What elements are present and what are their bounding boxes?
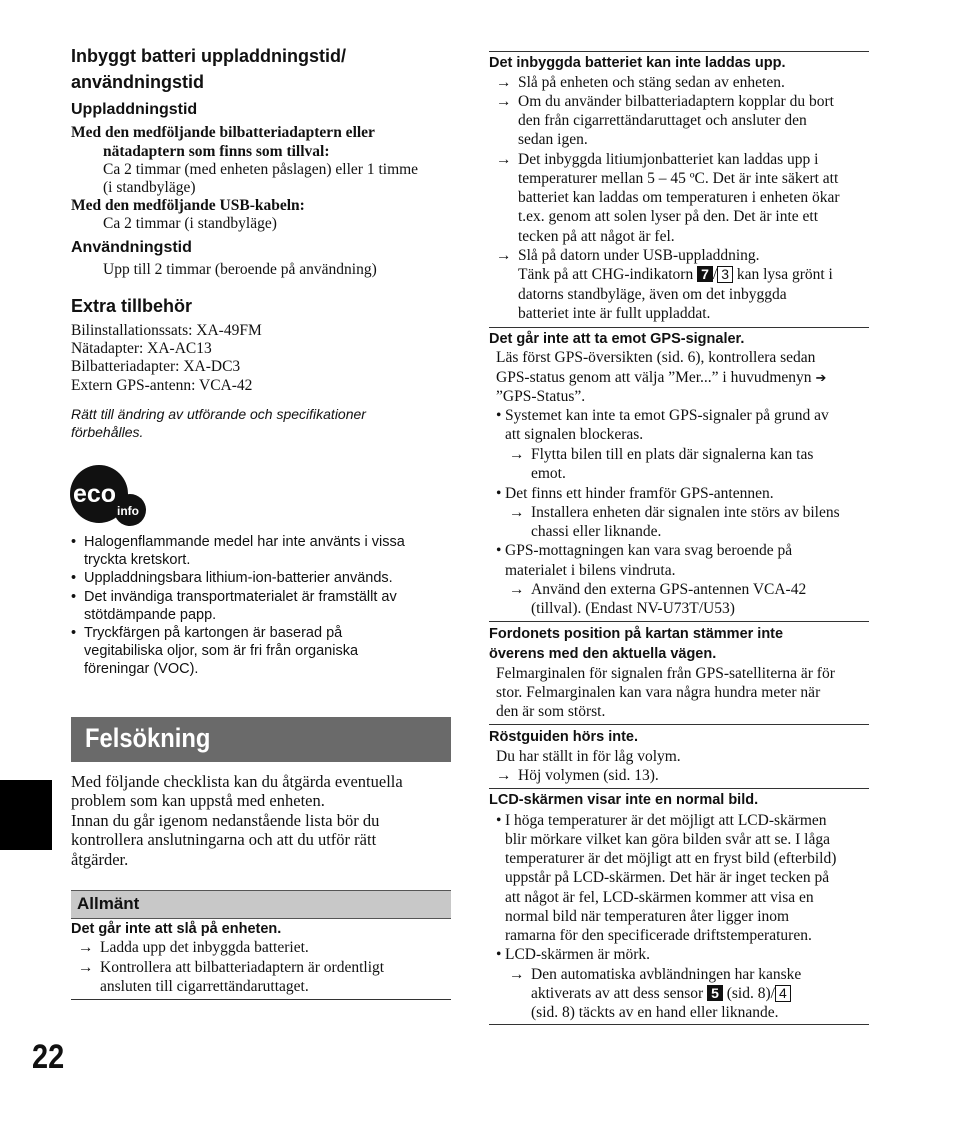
solution-text-cont: (tillval). (Endast NV-U73T/U53) — [531, 600, 735, 617]
accessory-item: Nätadapter: XA-AC13 — [71, 340, 212, 357]
list-item-cont: stötdämpande papp. — [84, 607, 217, 623]
solution-text: Det inbyggda litiumjonbatteriet kan laddas upp i — [518, 151, 819, 168]
solution-text-cont: sedan igen. — [518, 131, 588, 148]
cause-text: Det finns ett hinder framför GPS-antennen. — [505, 485, 774, 502]
bullet-icon: • — [71, 589, 77, 605]
accessory-item: Bilinstallationssats: XA-49FM — [71, 322, 262, 339]
bullet-icon: • — [496, 812, 502, 829]
arrow-icon: → — [496, 767, 512, 784]
battery-title-line2: användningstid — [71, 72, 205, 92]
bullet-icon: • — [496, 946, 502, 963]
sensor-number-5: 5 — [707, 985, 723, 1001]
page-number: 22 — [32, 1038, 65, 1076]
cause-text-cont: uppstår på LCD-skärmen. Det här är inget tecken på — [505, 869, 830, 886]
solution-text-cont: (sid. 8) täckts av en hand eller liknande. — [531, 1004, 779, 1021]
solution-text-cont: datorns standbyläge, även om det inbyggda — [518, 286, 787, 303]
problem-text: Läs först GPS-översikten (sid. 6), kontrollera sedan — [496, 349, 816, 366]
solution-text-cont: tecken på att något är fel. — [518, 228, 675, 245]
charge-adapter-text-cont: (i standbyläge) — [103, 179, 196, 196]
solution-text: Flytta bilen till en plats där signalerna kan tas — [531, 446, 814, 463]
cause-text-cont: att något är fel, LCD-skärmen kommer att visa en — [505, 889, 814, 906]
divider — [71, 999, 451, 1000]
chg-indicator-number-7: 7 — [697, 266, 713, 282]
solution-text-cont: chassi eller liknande. — [531, 523, 662, 540]
solution-text: Slå på datorn under USB-uppladdning. — [518, 247, 760, 264]
cause-text-cont: materialet i bilens vindruta. — [505, 562, 676, 579]
section-title: Felsökning — [85, 723, 211, 753]
solution-text-cont: emot. — [531, 465, 566, 482]
subsection-title: Allmänt — [77, 894, 140, 913]
eco-info-logo-icon — [70, 464, 148, 526]
rights-note-cont: förbehålles. — [71, 424, 144, 440]
accessory-item: Bilbatteriadapter: XA-DC3 — [71, 358, 241, 375]
divider — [489, 621, 869, 622]
solution-text-part: Tänk på att CHG-indikatorn — [518, 266, 694, 283]
cause-text: Systemet kan inte ta emot GPS-signaler på grund av — [505, 407, 829, 424]
intro-text: åtgärder. — [71, 850, 129, 869]
intro-text: kontrollera anslutningarna och att du utför rätt — [71, 830, 377, 849]
arrow-icon: → — [496, 247, 512, 264]
divider — [489, 327, 869, 328]
problem-title: Fordonets position på kartan stämmer inte — [489, 626, 784, 642]
intro-text: Med följande checklista kan du åtgärda eventuella — [71, 772, 403, 791]
divider — [489, 724, 869, 725]
problem-title: Det går inte att ta emot GPS-signaler. — [489, 331, 745, 347]
solution-text: Slå på enheten och stäng sedan av enheten. — [518, 74, 785, 91]
solution-text-part: kan lysa grönt i — [736, 266, 833, 283]
solution-text-cont: den från cigarrettändaruttaget och ansluter den — [518, 112, 807, 129]
problem-text: Du har ställt in för låg volym. — [496, 748, 681, 765]
usage-heading: Användningstid — [71, 239, 192, 256]
arrow-icon: → — [509, 581, 525, 598]
solution-text-cont: ansluten till cigarrettändaruttaget. — [100, 978, 309, 995]
arrow-icon: → — [496, 74, 512, 91]
bullet-icon: • — [71, 570, 77, 586]
solution-text: Höj volymen (sid. 13). — [518, 767, 659, 784]
cause-text-cont: blir mörkare vilket kan göra bilden svår att se. I låga — [505, 831, 830, 848]
list-item-cont: tryckta kretskort. — [84, 552, 191, 568]
solution-text-cont: batteriet inte är fullt uppladdat. — [518, 305, 711, 322]
problem-title: Det går inte att slå på enheten. — [71, 921, 282, 937]
eco-logo-subtext: info — [117, 504, 139, 518]
cause-text-cont: ramarna för den specificerade driftstemperaturen. — [505, 927, 812, 944]
list-item-cont: föreningar (VOC). — [84, 661, 199, 677]
battery-title-line1: Inbyggt batteri uppladdningstid/ — [71, 46, 346, 66]
problem-text — [496, 369, 826, 387]
problem-title-cont: överens med den aktuella vägen. — [489, 646, 717, 662]
problem-title: Röstguiden hörs inte. — [489, 729, 639, 745]
divider — [489, 1024, 869, 1025]
cause-text-cont: temperaturer är det möjligt att en fryst bild (efterbild) — [505, 850, 837, 867]
cause-text: LCD-skärmen är mörk. — [505, 946, 651, 963]
charge-adapter-label: Med den medföljande bilbatteriadaptern eller — [71, 124, 375, 141]
cause-text: I höga temperaturer är det möjligt att LCD-skärmen — [505, 812, 827, 829]
arrow-icon: → — [496, 93, 512, 110]
cause-text-cont: normal bild när temperaturen åter ligger inom — [505, 908, 790, 925]
solution-text-cont: t.ex. genom att solen lyser på den. Det är inte ett — [518, 208, 819, 225]
accessories-heading: Extra tillbehör — [71, 296, 193, 316]
eco-logo-text: eco — [73, 480, 117, 508]
list-item: Tryckfärgen på kartongen är baserad på — [84, 625, 343, 641]
list-item: Halogenflammande medel har inte använts i vissa — [84, 534, 405, 550]
menu-arrow-icon: ➔ — [815, 370, 827, 385]
arrow-icon: → — [509, 446, 525, 463]
solution-text-cont: temperaturer mellan 5 – 45 ºC. Det är inte säkert att — [518, 170, 839, 187]
rights-note: Rätt till ändring av utförande och specifikationer — [71, 406, 366, 422]
usage-text: Upp till 2 timmar (beroende på användning) — [103, 261, 377, 278]
solution-text-part: aktiverats av att dess sensor — [531, 985, 704, 1002]
bullet-icon: • — [496, 542, 502, 559]
divider — [489, 788, 869, 789]
divider — [489, 51, 869, 52]
chg-indicator-number-3: 3 — [717, 266, 733, 283]
problem-text: Felmarginalen för signalen från GPS-satelliterna är för — [496, 665, 835, 682]
bullet-icon: • — [71, 534, 77, 550]
problem-text: stor. Felmarginalen kan vara några hundra meter när — [496, 684, 821, 701]
problem-text: den är som störst. — [496, 703, 606, 720]
bullet-icon: • — [496, 485, 502, 502]
list-item-cont: vegitabiliska oljor, som är fri från organiska — [84, 643, 359, 659]
charge-adapter-text: Ca 2 timmar (med enheten påslagen) eller 1 timme — [103, 161, 419, 178]
charge-usb-label: Med den medföljande USB-kabeln: — [71, 197, 305, 214]
solution-text: Använd den externa GPS-antennen VCA-42 — [531, 581, 807, 598]
solution-text: Kontrollera att bilbatteriadaptern är ordentligt — [100, 959, 385, 976]
solution-text-part: (sid. 8)/ — [726, 985, 775, 1002]
arrow-icon: → — [78, 959, 94, 976]
intro-text: problem som kan uppstå med enheten. — [71, 791, 325, 810]
problem-text: ”GPS-Status”. — [496, 388, 586, 405]
charge-heading: Uppladdningstid — [71, 101, 198, 118]
charge-usb-text: Ca 2 timmar (i standbyläge) — [103, 215, 277, 232]
cause-text-cont: att signalen blockeras. — [505, 426, 644, 443]
accessory-item: Extern GPS-antenn: VCA-42 — [71, 377, 253, 394]
list-item: Uppladdningsbara lithium-ion-batterier används. — [84, 570, 393, 586]
intro-text: Innan du går igenom nedanstående lista bör du — [71, 811, 380, 830]
solution-text-cont: batteriet kan laddas om temperaturen i enheten ökar — [518, 189, 840, 206]
cause-text: GPS-mottagningen kan vara svag beroende på — [505, 542, 793, 559]
problem-text-part: GPS-status genom att välja ”Mer...” i huvudmenyn — [496, 369, 812, 386]
problem-title: Det inbyggda batteriet kan inte laddas upp. — [489, 55, 786, 71]
list-item: Det invändiga transportmaterialet är framställt av — [84, 589, 397, 605]
arrow-icon: → — [509, 504, 525, 521]
slash: / — [712, 266, 718, 283]
solution-text: Ladda upp det inbyggda batteriet. — [100, 939, 309, 956]
sensor-number-4: 4 — [775, 985, 791, 1002]
subsection-bar — [71, 890, 451, 919]
solution-text: Installera enheten där signalen inte störs av bilens — [531, 504, 840, 521]
solution-text: Om du använder bilbatteriadaptern kopplar du bort — [518, 93, 834, 110]
solution-text-cont — [518, 266, 833, 284]
arrow-icon: → — [78, 939, 94, 956]
solution-text: Den automatiska avbländningen har kanske — [531, 966, 802, 983]
bullet-icon: • — [71, 625, 77, 641]
page-edge-tab — [0, 780, 52, 850]
problem-title: LCD-skärmen visar inte en normal bild. — [489, 792, 759, 808]
bullet-icon: • — [496, 407, 502, 424]
solution-text-cont — [531, 985, 791, 1003]
section-header-bar — [71, 717, 451, 762]
arrow-icon: → — [496, 151, 512, 168]
charge-adapter-label-cont: nätadaptern som finns som tillval: — [103, 143, 330, 160]
arrow-icon: → — [509, 966, 525, 983]
